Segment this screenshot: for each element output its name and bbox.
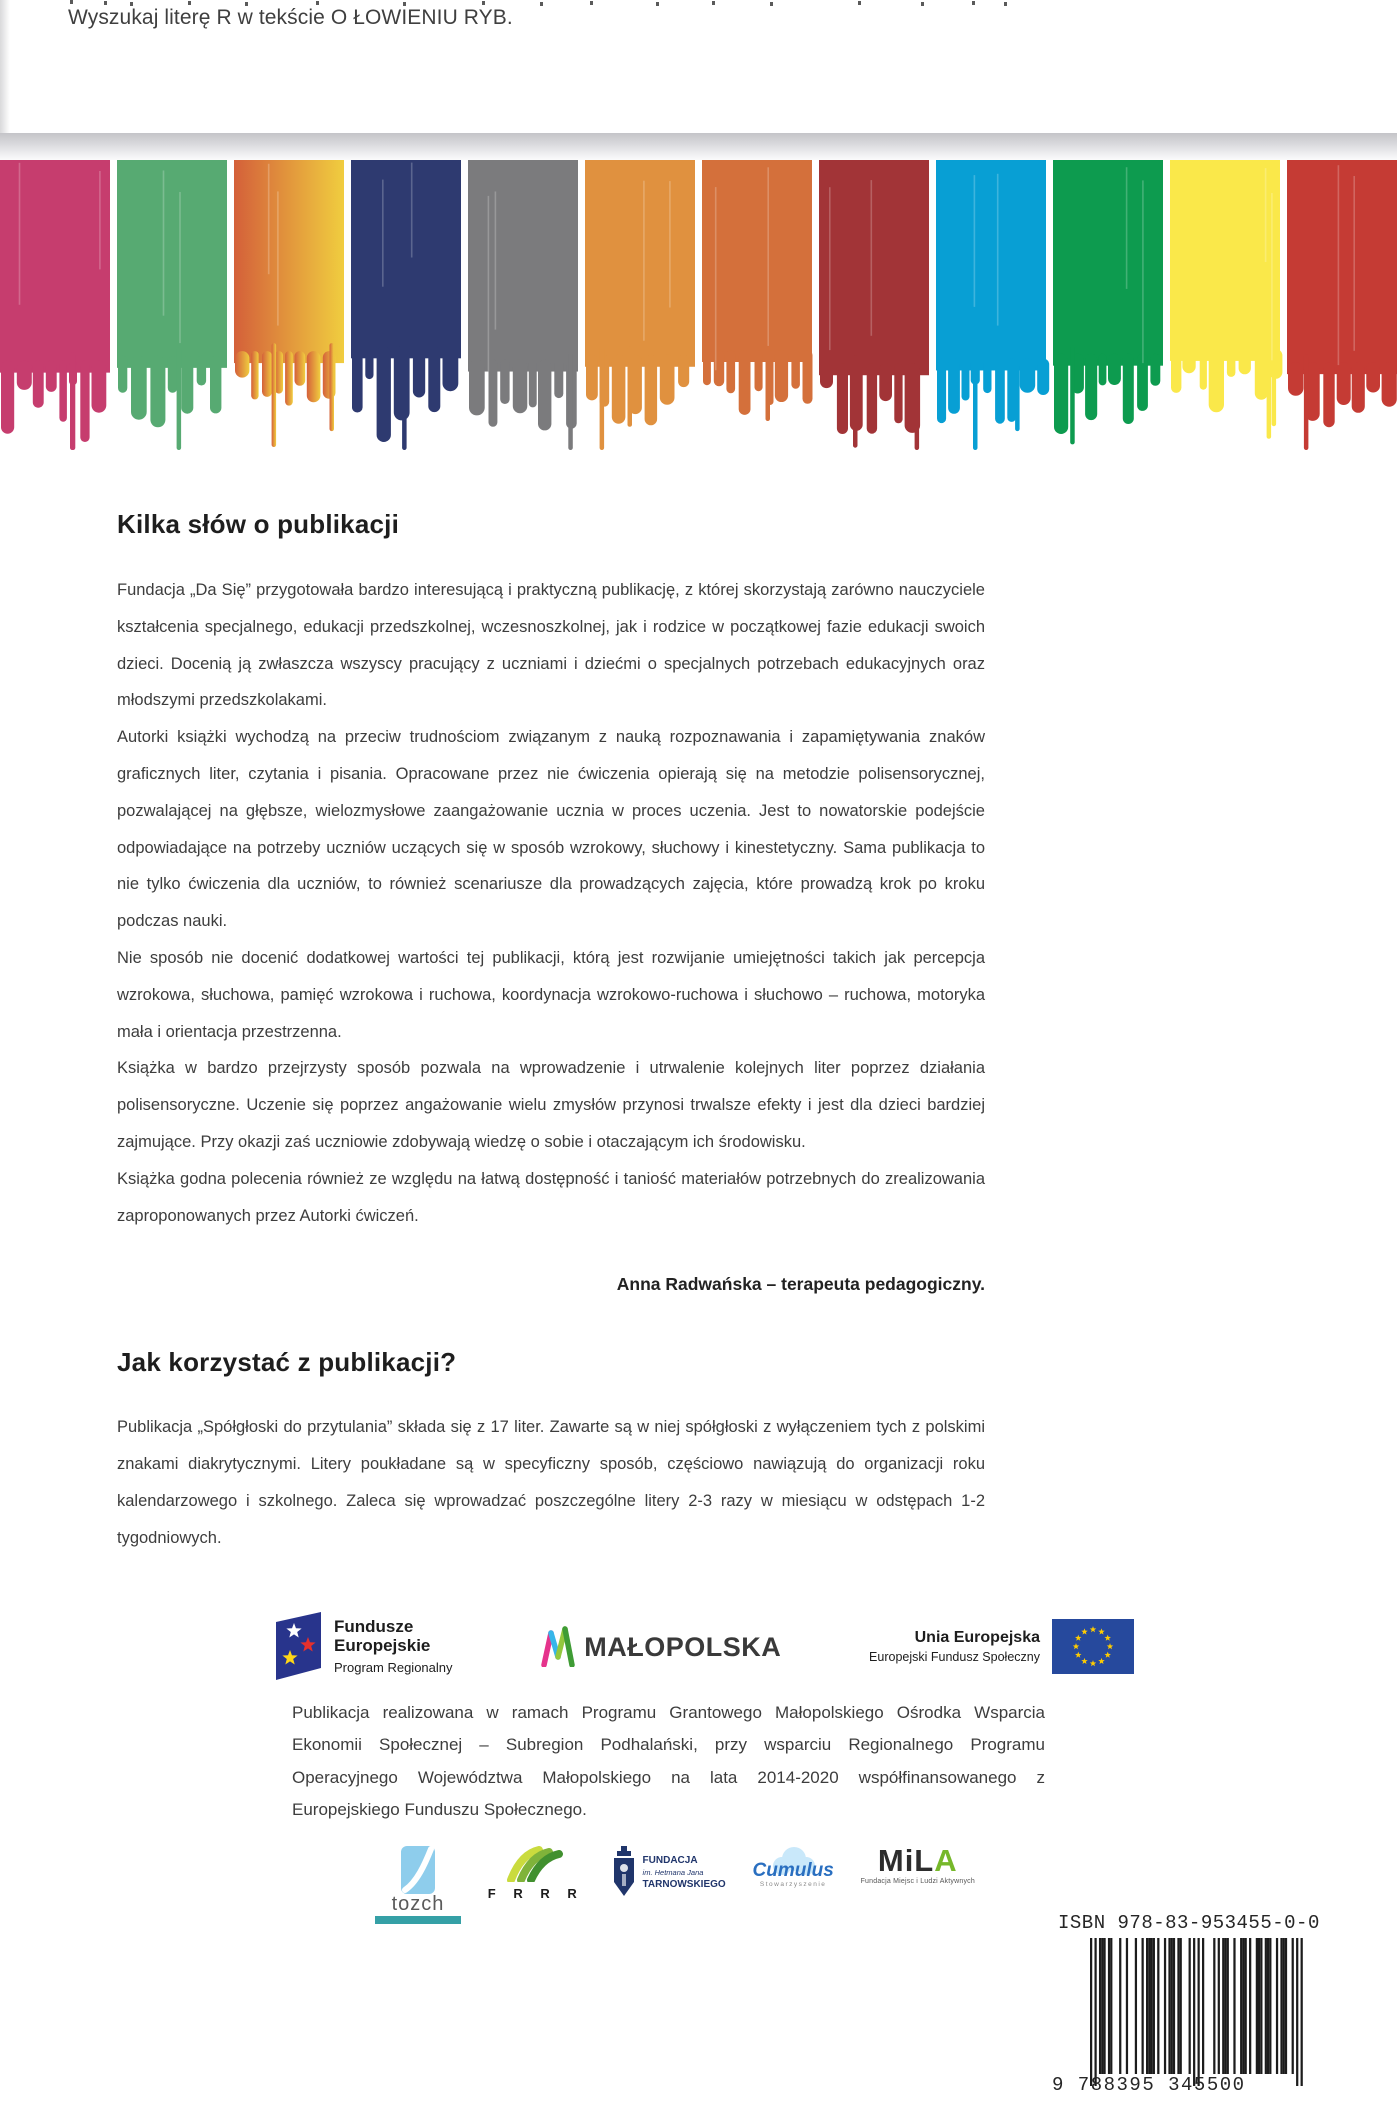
cumulus-logo bbox=[753, 1846, 834, 1888]
malopolska-wordmark: MAŁOPOLSKA bbox=[584, 1632, 782, 1662]
about-heading: Kilka słów o publikacji bbox=[117, 509, 400, 540]
isbn-label: ISBN 978-83-953455-0-0 bbox=[1058, 1912, 1320, 1934]
cropped-text-remnants bbox=[70, 0, 73, 4]
eu-subtitle: Europejski Fundusz Społeczny bbox=[869, 1649, 1040, 1664]
tozch-banner bbox=[375, 1916, 461, 1924]
isbn-block bbox=[1040, 1912, 1340, 2096]
tarnowski-line2: im. Hetmana Jana bbox=[642, 1868, 704, 1877]
tozch-logo bbox=[375, 1846, 461, 1924]
about-paragraph: Fundacja „Da Się” przygotowała bardzo interesującą i praktyczną publikację, z której skorzystają zarówno nauczyciele kształcenia specjalnego, edukacji przedszkolnej, wczesnoszkolnej, jak i rodzice w początkowej fazie edukacji swoich dzieci. Docenią ją zwłaszcza wszyscy pracujący z uczniami i dziećmi o specjalnych potrzebach edukacyjnych oraz młodszymi przedszkolakami. bbox=[117, 581, 985, 710]
mila-dark-letters: MiL bbox=[877, 1843, 935, 1878]
barcode-digits: 9 788395 345500 bbox=[1052, 2074, 1246, 2096]
frrr-wordmark: F R R R bbox=[487, 1886, 584, 1901]
eu-funds-title-2: Europejskie bbox=[334, 1636, 431, 1655]
fundusze-europejskie-logo bbox=[272, 1610, 453, 1682]
eu-title: Unia Europejska bbox=[914, 1628, 1040, 1646]
review-signature: Anna Radwańska – terapeuta pedagogiczny. bbox=[616, 1274, 985, 1295]
paint-stripes-banner bbox=[0, 160, 1397, 460]
about-paragraph: Nie sposób nie docenić dodatkowej wartości tej publikacji, którą jest rozwijanie umiejętności takich jak percepcja wzrokowa, słuchowa, pamięć wzrokowa i ruchowa, koordynacja wzrokowo-ruchowa i słuchowo – ruchowa, motoryka mała i orientacja przestrzenna. bbox=[117, 948, 985, 1041]
about-paragraph: Książka w bardzo przejrzysty sposób pozwala na wprowadzenie i utrwalenie kolejnych liter poprzez działania polisensoryczne. Uczenie się poprzez angażowanie wielu zmysłów przynosi trwalsze efekty i jest dla dzieci bardziej zajmujące. Przy okazji zaś uczniowie zdobywają wiedzę o sobie i otaczającym ich środowisku. bbox=[117, 1059, 985, 1151]
eu-funds-title-1: Fundusze bbox=[334, 1617, 414, 1636]
eu-funds-subtitle: Program Regionalny bbox=[334, 1660, 453, 1675]
mila-subtitle: Fundacja Miejsc i Ludzi Aktywnych bbox=[860, 1878, 975, 1885]
partner-logos-row bbox=[375, 1843, 975, 1926]
funding-statement: Publikacja realizowana w ramach Programu Grantowego Małopolskiego Ośrodka Wsparcia Ekonomii Społecznej – Subregion Podhalański, przy wsparciu Regionalnego Programu Operacyjnego Województwa Małopolskiego na lata 2014-2020 współfinansowanego z Europejskiego Funduszu Społecznego. bbox=[292, 1703, 1045, 1819]
eu-flag-icon bbox=[1052, 1619, 1134, 1674]
frrr-arcs-icon bbox=[505, 1846, 567, 1882]
tarnowski-line3: TARNOWSKIEGO bbox=[642, 1879, 726, 1890]
unia-europejska-logo bbox=[869, 1619, 1134, 1674]
tozch-icon bbox=[397, 1846, 439, 1896]
frrr-logo bbox=[488, 1846, 584, 1901]
mila-wordmark bbox=[877, 1843, 958, 1878]
about-paragraph: Książka godna polecenia również ze względu na łatwą dostępność i taniość materiałów potrzebnych do zrealizowania zaproponowanych przez Autorki ćwiczeń. bbox=[117, 1169, 985, 1225]
malopolska-m-icon bbox=[540, 1625, 576, 1667]
fundacja-tarnowskiego-logo bbox=[611, 1846, 726, 1900]
malopolska-logo bbox=[540, 1625, 781, 1667]
eu-funds-text bbox=[334, 1617, 453, 1675]
ean13-barcode bbox=[1090, 1938, 1306, 2090]
about-paragraph: Autorki książki wychodzą na przeciw trudnościom związanym z nauką rozpoznawania i zapamiętywania znaków graficznych liter, czytania i pisania. Opracowane przez nie ćwiczenia opierają się na metodzie polisensorycznej, pozwalającej na głębsze, wielozmysłowe zaangażowanie ucznia w proces uczenia. Jest to nowatorskie podejście odpowiadające na potrzeby uczniów uczących się w sposób wzrokowy, słuchowy i kinestetyczny. Sama publikacja to nie tylko ćwiczenia dla uczniów, to również scenariusze dla prowadzących zajęcia, które prowadzą krok po kroku podczas nauki. bbox=[117, 728, 985, 931]
tarnowski-crest-icon bbox=[611, 1846, 637, 1900]
usage-heading: Jak korzystać z publikacji? bbox=[117, 1347, 457, 1378]
tozch-wordmark: tozch bbox=[391, 1893, 445, 1915]
page-left-edge bbox=[0, 0, 10, 133]
exercise-instruction: Wyszukaj literę R w tekście O ŁOWIENIU RYB. bbox=[68, 6, 513, 29]
page-edge-shadow bbox=[0, 133, 1397, 160]
eu-text bbox=[869, 1629, 1040, 1664]
cumulus-subtitle: Stowarzyszenie bbox=[759, 1881, 827, 1888]
eu-funds-flag-icon bbox=[272, 1610, 324, 1682]
funding-logos-row bbox=[272, 1600, 1134, 1692]
about-text bbox=[117, 572, 985, 1303]
mila-logo bbox=[860, 1843, 975, 1885]
tarnowski-text bbox=[643, 1856, 726, 1890]
mila-green-letter: A bbox=[934, 1843, 958, 1878]
cumulus-wordmark: Cumulus bbox=[752, 1860, 834, 1881]
tarnowski-line1: FUNDACJA bbox=[642, 1855, 698, 1866]
usage-paragraph: Publikacja „Spółgłoski do przytulania” składa się z 17 liter. Zawarte są w niej spółgłoski z wyłączeniem tych z polskimi znakami diakrytycznymi. Litery poukładane są w specyficzny sposób, częściowo nawiązują do organizacji roku kalendarzowego i szkolnego. Zaleca się wprowadzać poszczególne litery 2-3 razy w miesiącu w odstępach 1-2 tygodniowych. bbox=[117, 1417, 985, 1547]
